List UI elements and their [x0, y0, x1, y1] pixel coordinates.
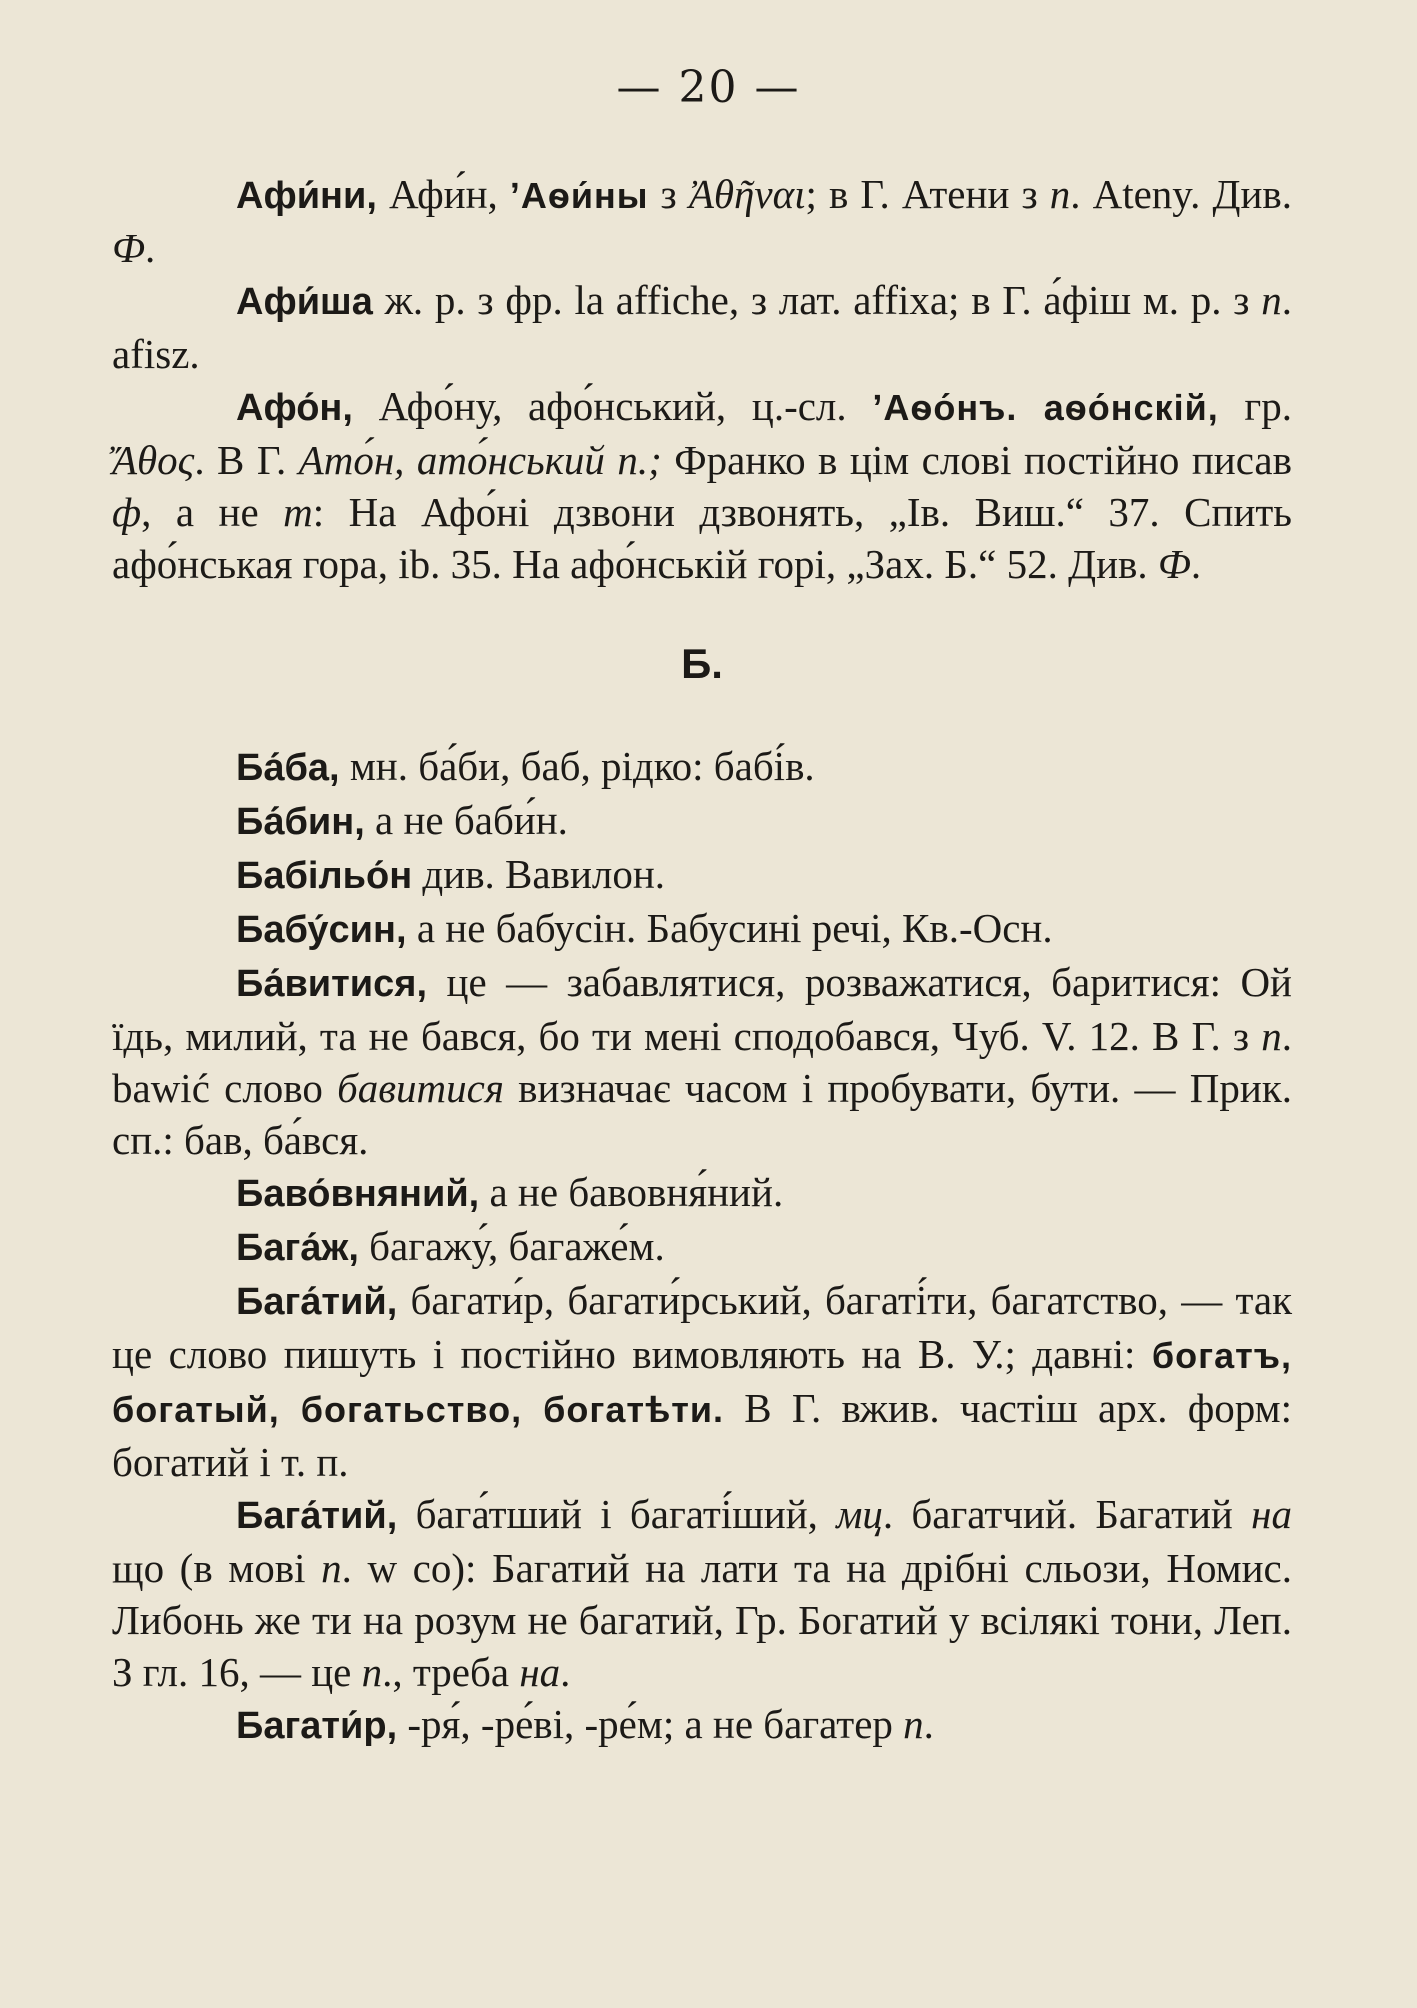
entry-text: В Г. вжив. частіш арх. форм: богатий і т. п. — [112, 1385, 1292, 1485]
italic-text: на — [1251, 1491, 1292, 1537]
italic-text: п — [903, 1701, 924, 1747]
entry-text: , а не — [141, 489, 284, 535]
entry-text: . — [1190, 541, 1202, 587]
entry-text: а не бабусін. Бабусині речі, Кв.-Осн. — [406, 905, 1053, 951]
dictionary-text — [112, 168, 1292, 1752]
dictionary-entry-bagatyi-2 — [112, 1488, 1292, 1698]
italic-text: мц — [836, 1491, 883, 1537]
old-form-text: ʼАѳо́нъ. аѳо́нскій, — [872, 387, 1219, 428]
dictionary-entry-bagazh — [112, 1220, 1292, 1274]
entry-text: що (в мові — [112, 1545, 322, 1591]
page-number: — 20 — — [616, 62, 801, 113]
dictionary-entry-bagatyr — [112, 1698, 1292, 1752]
headword: Ба́ба, — [236, 747, 340, 789]
headword: Багати́р, — [236, 1705, 398, 1747]
dictionary-entry-babilon — [112, 848, 1292, 902]
italic-text: Ἀθῆναι — [688, 171, 806, 217]
dictionary-entry-bavovnianyi — [112, 1166, 1292, 1220]
entry-text: багажу́, багаже́м. — [358, 1223, 665, 1269]
entry-text: гр. — [1218, 383, 1292, 429]
italic-text: Ато́н, ато́нський п.; — [298, 437, 662, 483]
entry-text: . afisz. — [112, 277, 1292, 377]
dictionary-entry-babyn — [112, 794, 1292, 848]
entry-text: . Ateny. Див. — [1070, 171, 1292, 217]
old-form-text: ʼАѳи́ны — [509, 175, 649, 216]
entry-text: . bawić слово — [112, 1013, 1292, 1111]
entry-text: бага́тший і багаті́ший, — [397, 1491, 837, 1537]
entry-text: ; в Г. Атени з — [805, 171, 1050, 217]
headword: Ба́бин, — [236, 801, 365, 843]
section-heading: Б. — [681, 640, 723, 687]
dictionary-entry-afiny — [112, 168, 1292, 274]
entry-text: з — [648, 171, 689, 217]
entry-text: . — [144, 225, 156, 271]
italic-text: п — [1261, 1013, 1282, 1059]
entry-text: мн. ба́би, баб, рідко: бабі́в. — [339, 743, 815, 789]
italic-text: п — [1261, 277, 1282, 323]
entry-text: Франко в цім слові постійно писав — [661, 437, 1292, 483]
entry-text: . — [560, 1649, 571, 1695]
italic-text: ф — [112, 489, 142, 535]
entry-text: див. Вавилон. — [412, 851, 666, 897]
dictionary-entry-bavytysia — [112, 956, 1292, 1166]
entry-text: . В Г. — [194, 437, 299, 483]
entry-text: . — [923, 1701, 934, 1747]
headword: Бага́тий, — [236, 1281, 398, 1323]
entry-text: це — забавлятися, розважатися, баритися: Ой їдь, милий, та не бався, бо ти мені сподобався, Чуб. V. 12. В Г. з — [112, 959, 1292, 1059]
italic-text: на — [519, 1649, 561, 1695]
headword: Бабу́син, — [236, 909, 407, 951]
dictionary-entry-baba — [112, 740, 1292, 794]
headword: Бага́тий, — [236, 1495, 398, 1537]
entry-text: ., треба — [382, 1649, 520, 1695]
headword: Бабільо́н — [236, 855, 413, 897]
italic-text: п — [321, 1545, 342, 1591]
headword: Бага́ж, — [236, 1227, 359, 1269]
entry-text: ж. р. з фр. la affiche, з лат. affixa; в Г. а́фіш м. р. з — [372, 277, 1262, 323]
headword: Баво́вняний, — [236, 1173, 480, 1215]
entry-text: багати́р, багати́рський, багаті́ти, багатство, — так це слово пишуть і постійно вимовляють на В. У.; давні: — [112, 1277, 1292, 1377]
italic-text: Ἄθος — [112, 437, 195, 483]
italic-text: Ф — [112, 225, 145, 271]
dictionary-entry-afisha — [112, 274, 1292, 380]
headword: Афо́н, — [236, 387, 353, 429]
italic-text: бавитися — [337, 1065, 504, 1111]
headword: Афи́ша — [236, 281, 373, 323]
old-form-text: богатъ, богатый, богатьство, богатѣти. — [112, 1335, 1292, 1430]
entry-text: Афо́ну, афо́нський, ц.-сл. — [352, 383, 873, 429]
entry-text: Афи́н, — [376, 171, 510, 217]
dictionary-entry-afon — [112, 380, 1292, 590]
dictionary-entry-babusyn — [112, 902, 1292, 956]
italic-text: п — [361, 1649, 383, 1695]
entry-text: . w co): Багатий на лати та на дрібні сльози, Номис. Либонь же ти на розум не багатий, Гр. Богатий у всілякі тони, Леп. З гл. 16, — це — [112, 1545, 1292, 1695]
entry-text: а не бавовня́ний. — [479, 1169, 784, 1215]
italic-text: т — [283, 489, 313, 535]
entry-text: : На Афо́ні дзвони дзвонять, „Ів. Виш.“ 37. Спить афо́нськая гора, ib. 35. На афо́нській горі, „Зах. Б.“ 52. Див. — [112, 489, 1293, 587]
headword: Ба́витися, — [236, 963, 428, 1005]
entry-text: -ря́, -ре́ві, -ре́м; а не багатер — [397, 1701, 904, 1747]
italic-text: п — [1049, 171, 1071, 217]
entry-text: . багатчий. Багатий — [882, 1491, 1252, 1537]
italic-text: Ф — [1157, 541, 1191, 587]
headword: Афи́ни, — [236, 175, 377, 217]
entry-text: а не баби́н. — [364, 797, 568, 843]
dictionary-entry-bagatyi-1 — [112, 1274, 1292, 1488]
entry-text: визначає часом і пробувати, бути. — Прик. сп.: бав, ба́вся. — [112, 1065, 1292, 1163]
